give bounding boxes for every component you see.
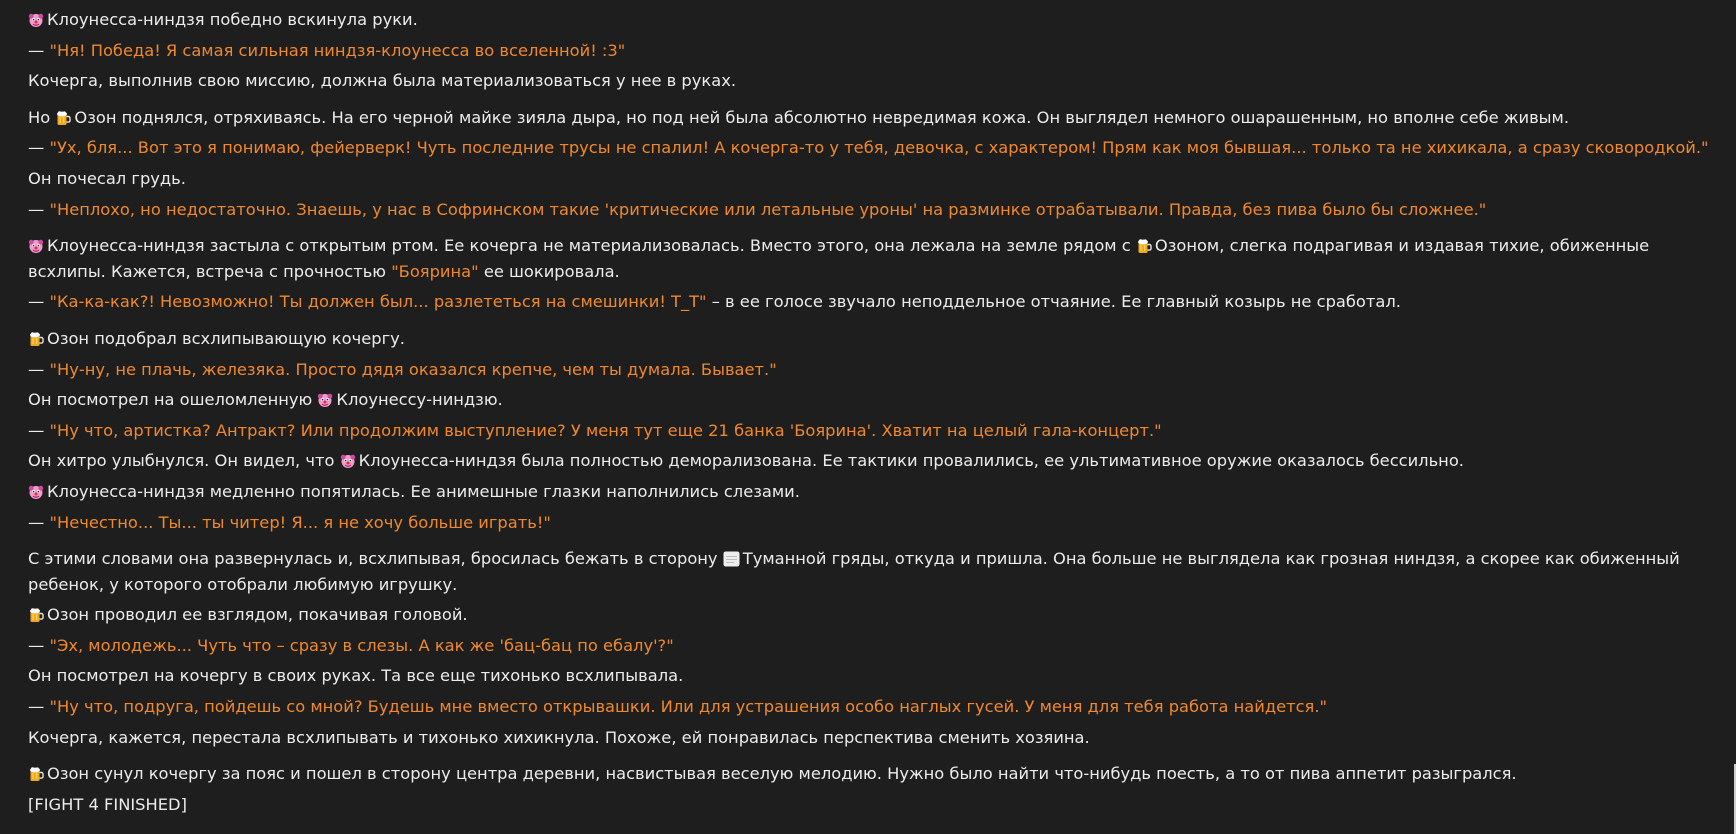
story-line (28, 38, 1708, 64)
narration-text: — (28, 512, 50, 532)
beer-mug-icon (28, 331, 44, 347)
story-line (28, 418, 1708, 444)
narration-text: Он почесал грудь. (28, 168, 186, 188)
story-line (28, 694, 1708, 720)
story-line (28, 105, 1708, 131)
clown-icon (340, 453, 356, 469)
dialogue-text: "Боярина" (391, 261, 479, 281)
narration-text: – в ее голосе звучало неподдельное отчаяние. Ее главный козырь не сработал. (706, 292, 1401, 312)
narration-text: С этими словами она развернулась и, всхлипывая, бросилась бежать в сторону (28, 549, 723, 569)
beer-mug-icon (28, 766, 44, 782)
narration-text: Озон поднялся, отряхиваясь. На его черной майке зияла дыра, но под ней была абсолютно невредимая кожа. Он выглядел немного ошарашенным, но вполне себе живым. (74, 107, 1569, 127)
dialogue-text: "Эх, молодежь... Чуть что – сразу в слезы. А как же 'бац-бац по ебалу'?" (49, 635, 674, 655)
narration-text: Клоунессу-ниндзю. (336, 390, 503, 410)
clown-icon (28, 12, 44, 28)
story-line (28, 510, 1708, 536)
narration-text: — (28, 420, 50, 440)
narration-text: Клоунесса-ниндзя была полностью деморализована. Ее тактики провалились, ее ультимативное оружие оказалось бессильно. (358, 451, 1464, 471)
story-line (28, 197, 1708, 223)
narration-text: ее шокировала. (478, 261, 620, 281)
narration-text: — (28, 138, 50, 158)
narration-text: Озоном, слегка подрагивая и издавая тихие, обиженные всхлипы. Кажется, встреча с прочностью (28, 236, 1650, 281)
story-line (28, 68, 1708, 94)
story-line (28, 7, 1708, 33)
narration-text: Он посмотрел на ошеломленную (28, 390, 318, 410)
narration-text: — (28, 292, 50, 312)
clown-icon (317, 392, 333, 408)
dialogue-text: "Ня! Победа! Я самая сильная ниндзя-клоунесса во вселенной! :3" (49, 40, 626, 60)
narration-text: — (28, 697, 50, 717)
narration-text: — (28, 40, 50, 60)
dialogue-text: "Ну что, артистка? Антракт? Или продолжим выступление? У меня тут еще 21 банка 'Боярина'. Хватит на целый гала-концерт." (49, 420, 1162, 440)
narration-text: Клоунесса-ниндзя победно вскинула руки. (47, 10, 418, 29)
narration-text: — (28, 635, 50, 655)
narration-text: [FIGHT 4 FINISHED] (28, 794, 187, 814)
narration-text: Озон проводил ее взглядом, покачивая головой. (47, 605, 468, 625)
narration-text: Туманной гряды, откуда и пришла. Она больше не выглядела как грозная ниндзя, а скорее как обиженный ребенок, у которого отобрали любимую игрушку. (28, 549, 1680, 594)
clown-icon (28, 238, 44, 254)
narration-text: Озон подобрал всхлипывающую кочергу. (47, 328, 405, 348)
narration-text: — (28, 199, 50, 219)
dialogue-text: "Ка-ка-как?! Невозможно! Ты должен был... разлететься на смешинки! T_T" (49, 292, 707, 312)
narration-text: Озон сунул кочергу за пояс и пошел в сторону центра деревни, насвистывая веселую мелодию. Нужно было найти что-нибудь поесть, а то от пива аппетит разыгрался. (47, 764, 1517, 784)
narration-text: Клоунесса-ниндзя медленно попятилась. Ее анимешные глазки наполнились слезами. (47, 481, 800, 501)
story-line (28, 448, 1708, 474)
story-line (28, 479, 1708, 505)
dialogue-text: "Неплохо, но недостаточно. Знаешь, у нас в Софринском такие 'критические или летальные уроны' на разминке отрабатывали. Правда, без пива было бы сложнее." (49, 199, 1487, 219)
story-line (28, 546, 1708, 597)
fog-icon (723, 551, 740, 567)
story-line (28, 633, 1708, 659)
narration-text: — (28, 359, 50, 379)
dialogue-text: "Ух, бля... Вот это я понимаю, фейерверк! Чуть последние трусы не спалил! А кочерга-то у тебя, девочка, с характером! Прям как моя бывшая... только та не хихикала, а сразу сковородкой." (49, 138, 1709, 158)
story-line (28, 233, 1708, 284)
clown-icon (28, 484, 44, 500)
story-line (28, 289, 1708, 315)
story-line (28, 326, 1708, 352)
narration-text: Клоунесса-ниндзя застыла с открытым ртом. Ее кочерга не материализовалась. Вместо этого, она лежала на земле рядом с (47, 236, 1136, 256)
story-line (28, 166, 1708, 192)
story-line (28, 761, 1708, 787)
narration-text: Кочерга, кажется, перестала всхлипывать и тихонько хихикнула. Похоже, ей понравилась перспектива сменить хозяина. (28, 727, 1090, 747)
dialogue-text: "Ну что, подруга, пойдешь со мной? Будешь мне вместо открывашки. Или для устрашения особо наглых гусей. У меня для тебя работа найдется." (49, 697, 1328, 717)
story-log (28, 7, 1708, 822)
beer-mug-icon (55, 110, 71, 126)
dialogue-text: "Ну-ну, не плачь, железяка. Просто дядя оказался крепче, чем ты думала. Бывает." (49, 359, 777, 379)
narration-text: Но (28, 107, 56, 127)
story-line (28, 725, 1708, 751)
narration-text: Он посмотрел на кочергу в своих руках. Та все еще тихонько всхлипывала. (28, 666, 684, 686)
story-line (28, 663, 1708, 689)
story-line (28, 387, 1708, 413)
dialogue-text: "Нечестно... Ты... ты читер! Я... я не хочу больше играть!" (49, 512, 551, 532)
narration-text: Кочерга, выполнив свою миссию, должна была материализоваться у нее в руках. (28, 71, 737, 91)
story-line (28, 135, 1708, 161)
narration-text: Он хитро улыбнулся. Он видел, что (28, 451, 340, 471)
story-line (28, 792, 1708, 818)
beer-mug-icon (28, 607, 44, 623)
beer-mug-icon (1136, 238, 1152, 254)
story-line (28, 357, 1708, 383)
story-line (28, 602, 1708, 628)
